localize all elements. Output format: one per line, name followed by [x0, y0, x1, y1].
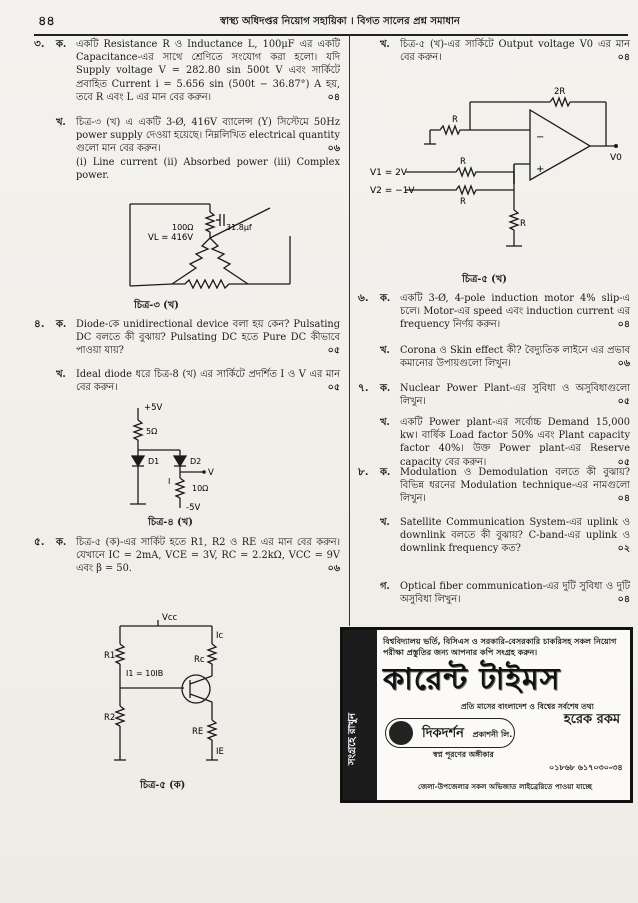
ad-side-band-text: সংগ্রহে রাখুন [347, 712, 358, 765]
publisher-emblem-icon [389, 721, 413, 745]
fig3-resistor-label: 100Ω [172, 223, 194, 232]
page-number: ৪৪ [38, 14, 55, 29]
fig4-resistor2: 10Ω [192, 484, 209, 493]
sub-label: খ. [56, 117, 66, 128]
question-text: Modulation ও Demodulation বলতে কী বুঝায়? বিভিন্ন ধরনের Modulation technique-এর নামগুলো লিখুন। [400, 467, 630, 505]
marks: ০৫ [327, 345, 340, 357]
question-8ka [358, 466, 630, 506]
fig4-voltage: V [208, 468, 214, 478]
question-text: Corona ও Skin effect কী? বৈদ্যুতিক লাইনে এর প্রভাব কমানোর উপায়গুলো লিখুন। [400, 345, 630, 370]
running-title: স্বাস্থ্য অধিদপ্তর নিয়োগ সহায়িকা । বিগত সালের প্রশ্ন সমাধান [220, 16, 460, 27]
figure-3kha [110, 196, 320, 298]
question-number: ৬. [358, 292, 369, 304]
figure-5ka-caption: চিত্র-৫ (ক) [140, 780, 186, 791]
question-8ga [358, 580, 630, 606]
sub-label: ক. [56, 39, 67, 50]
figure-4kha-caption: চিত্র-৪ (খ) [148, 517, 193, 528]
question-number: ৮. [358, 466, 369, 478]
question-text: চিত্র-৩ (খ) এ একটি 3-Ø, 416V ব্যালেন্স (Y) সিস্টেমে 50Hz power supply দেওয়া হয়েছে। নিম্নলিখিত electrical quantity গুলো মান বের করুন। [76, 117, 340, 155]
marks: ০৪ [617, 52, 630, 64]
question-7kha [358, 416, 630, 469]
marks: ০৪ [617, 594, 630, 606]
publisher-name: দিকদর্শন [422, 726, 464, 741]
ad-footer-text: জেলা-উপজেলার সকল অভিজাত লাইব্রেরিতে পাওয়া যাচ্ছে [417, 782, 593, 791]
question-text: চিত্র-৫ (ক)-এর সার্কিট হতে R1, R2 ও RE এর মান বের করুন। যেখানে IC = 2mA, VCE = 3V, RC = 2.2kΩ, VCC = 9V এবং β = 50. [76, 537, 340, 575]
sub-label: ক. [56, 537, 67, 548]
figure-4kha [124, 398, 244, 516]
figure-5kha-caption: চিত্র-৫ (খ) [462, 274, 507, 285]
question-number: ৫. [34, 536, 45, 548]
fig4-supply-minus: -5V [186, 503, 201, 513]
fig5b-input2: V2 = −1V [370, 186, 415, 196]
question-3kha [34, 116, 340, 182]
question-text: Satellite Communication System-এর uplink ও downlink বলতে কী বুঝায়? C-band-এর uplink ও downlink frequency কত? [400, 517, 630, 555]
fig4-resistor1: 5Ω [146, 427, 158, 436]
fig5b-input1: V1 = 2V [370, 168, 408, 178]
question-number: ৪. [34, 318, 45, 330]
ad-phone-number: ০১৮৬৮ ৬১৭০৩০-৩৪ [549, 763, 623, 772]
fig5a-ic: Ic [216, 631, 224, 641]
question-text: একটি 3-Ø, 4-pole induction motor 4% slip-এ চলে। Motor-এর speed এবং induction current এর frequency নির্ণয় করুন। [400, 293, 630, 331]
publisher-logo [385, 718, 515, 748]
marks: ০৪ [327, 91, 340, 103]
svg-text:−: − [536, 132, 545, 143]
ad-tagline: প্রতি মাসের বাংলাদেশ ও বিশ্বের সর্বশেষ তথ্য [461, 702, 594, 711]
fig5b-bottom-resistor: R [520, 219, 526, 229]
fig5a-re: RE [192, 727, 204, 737]
marks: ০৬ [617, 358, 630, 370]
fig5b-feedback-resistor: 2R [554, 87, 566, 97]
question-text: একটি Power plant-এর সর্বোচ্চ Demand 15,000 kw। বার্ষিক Load factor 50% এবং Plant capacity factor 40%। উক্ত Power plant-এর Reserve capacity বের করুন। [400, 417, 630, 468]
sub-label: খ. [380, 417, 390, 428]
marks: ০২ [617, 543, 630, 555]
publisher-suffix: প্রকাশনী লি. [472, 730, 513, 739]
question-8kha [358, 516, 630, 556]
question-items: (i) Line current (ii) Absorbed power (iii) Complex power. [76, 156, 340, 181]
figure-3kha-caption: চিত্র-৩ (খ) [134, 300, 179, 311]
sub-label: ক. [380, 293, 391, 304]
question-number: ৩. [34, 38, 45, 50]
question-5ka [34, 536, 340, 576]
marks: ০৬ [327, 143, 340, 155]
sub-label: গ. [380, 581, 390, 592]
fig4-supply-plus: +5V [144, 403, 163, 413]
fig3-capacitor-label: 31.8μf [226, 223, 252, 232]
question-text: Optical fiber communication-এর দুটি সুবিধা ও দুটি অসুবিধা লিখুন। [400, 581, 630, 606]
question-text: Diode-কে unidirectional device বলা হয় কেন? Pulsating DC বলতে কী বুঝায়? Pulsating DC হতে Pure DC কীভাবে পাওয়া যায়? [76, 319, 340, 357]
marks: ০৪ [617, 493, 630, 505]
fig5a-vcc: Vcc [162, 613, 178, 623]
question-3ka [34, 38, 340, 104]
header-rule [34, 34, 628, 36]
ad-intro-text: বিশ্ববিদ্যালয় ভর্তি, বিসিএস ও সরকারি-বেসরকারি চাকরিসহ সকল নিয়োগ পরীক্ষা প্রস্তুতির জন্য আপনার কপি সংগ্রহ করুন। [383, 637, 617, 657]
page-header [0, 8, 638, 34]
ad-brand-title: কারেন্ট টাইমস [383, 662, 561, 697]
sub-label: ক. [380, 467, 391, 478]
question-4kha [34, 368, 340, 394]
marks: ০৪ [617, 319, 630, 331]
fig3-line-voltage-label: VL = 416V [148, 233, 194, 243]
fig4-diode1: D1 [148, 457, 160, 466]
fig5a-ie: IE [216, 747, 224, 757]
fig5a-r2: R2 [104, 713, 116, 723]
svg-text:+: + [536, 164, 545, 175]
fig5b-output: V0 [610, 153, 622, 163]
column-divider [349, 36, 350, 626]
question-text: চিত্র-৫ (খ)-এর সার্কিটে Output voltage V0 এর মান বের করুন। [400, 39, 630, 64]
fig5b-input2-resistor: R [460, 197, 466, 207]
advertisement-box [340, 627, 633, 803]
fig5a-r1: R1 [104, 651, 116, 661]
figure-5ka [90, 610, 240, 776]
question-number: ৭. [358, 382, 369, 394]
fig4-current: I [168, 477, 171, 486]
sub-label: খ. [380, 39, 390, 50]
fig4-diode2: D2 [190, 457, 202, 466]
question-text: Ideal diode ধরে চিত্র-8 (খ) এর সার্কিটে প্রদর্শিত I ও V এর মান বের করুন। [76, 369, 340, 394]
question-text: Nuclear Power Plant-এর সুবিধা ও অসুবিধাগুলো লিখুন। [400, 383, 630, 408]
sub-label: ক. [380, 383, 391, 394]
question-7ka [358, 382, 630, 408]
figure-5kha [370, 80, 626, 276]
question-6ka [358, 292, 630, 332]
marks: ০৫ [617, 456, 630, 468]
marks: ০৫ [327, 382, 340, 394]
sub-label: ক. [56, 319, 67, 330]
secondary-logo: হরেক রকম [563, 712, 621, 727]
fig5b-input1-resistor: R [460, 157, 466, 167]
fig5b-ground-resistor: R [452, 115, 458, 125]
marks: ০৬ [327, 563, 340, 575]
fig5a-rc: Rc [194, 655, 205, 665]
sub-label: খ. [380, 517, 390, 528]
question-5kha [358, 38, 630, 64]
publisher-slogan: স্বপ্ন পূরণের অঙ্গীকার [433, 750, 494, 759]
sub-label: খ. [380, 345, 390, 356]
sub-label: খ. [56, 369, 66, 380]
marks: ০৫ [617, 396, 630, 408]
question-6kha [358, 344, 630, 370]
question-text: একটি Resistance R ও Inductance L, 100μF এর একটি Capacitance-এর সাথে শ্রেণিতে সংযোগ করা হলো। যদি Supply voltage V = 282.80 sin 500t V এবং সার্কিটে প্রবাহিত Current i = 5.656 sin (500t − 36.87°) A হয়, তবে R এবং L এর মান বের করুন। [76, 39, 340, 103]
fig5a-i1: I1 = 10IB [126, 669, 164, 678]
ad-side-band [343, 630, 377, 800]
question-4ka [34, 318, 340, 358]
